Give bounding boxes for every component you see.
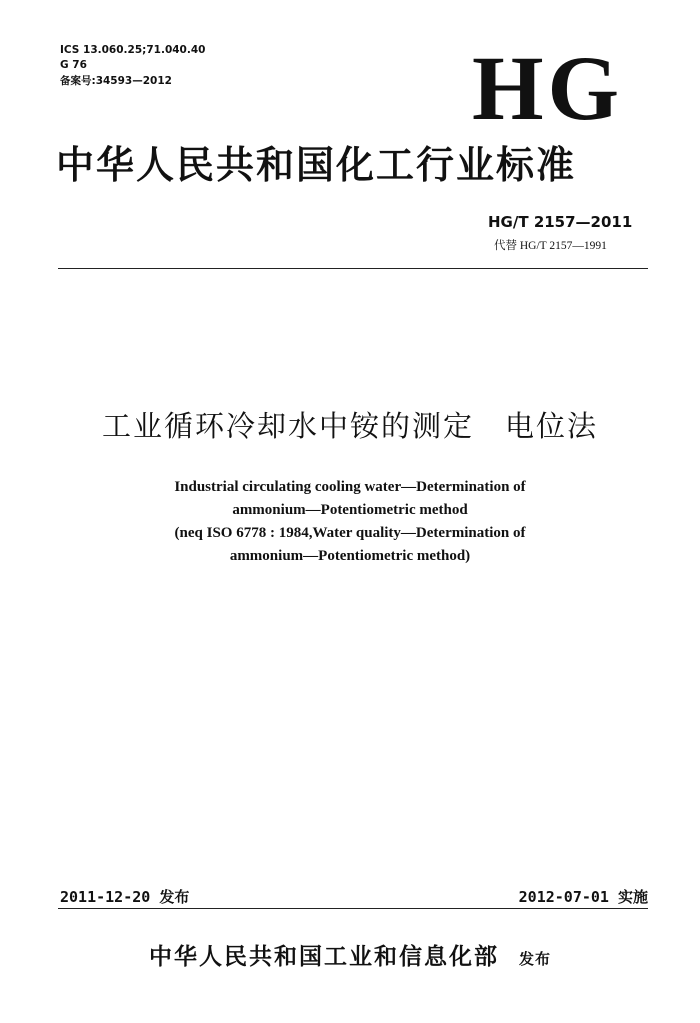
title-english-line-2: ammonium—Potentiometric method [232, 502, 468, 518]
issuer [0, 942, 700, 974]
standard-number-value: 2157—2011 [533, 213, 633, 231]
top-divider [58, 268, 648, 269]
bottom-divider [58, 908, 648, 909]
replaces-standard: 代替 HG/T 2157—1991 [494, 240, 607, 252]
title-english-line-1: Industrial circulating cooling water—Determination of [174, 479, 526, 495]
issuer-name: 中华人民共和国工业和信息化部 [148, 944, 499, 970]
issue-date: 2011-12-20 发布 [60, 888, 190, 906]
standard-number [488, 212, 632, 232]
title-chinese: 工业循环冷却水中铵的测定 电位法 [101, 409, 598, 443]
standard-number-prefix: HG/T [488, 213, 534, 231]
title-english-line-3: (neq ISO 6778 : 1984,Water quality—Determination of [174, 525, 526, 541]
ccs-code: G 76 [60, 59, 87, 71]
hg-logo: HG [472, 37, 624, 139]
title-english-line-4: ammonium—Potentiometric method) [229, 548, 471, 564]
issuer-action: 发布 [519, 950, 552, 968]
record-number: 备案号:34593—2012 [60, 75, 172, 87]
title-english [100, 476, 600, 568]
ics-code: ICS 13.060.25;71.040.40 [60, 44, 206, 56]
implement-date: 2012-07-01 实施 [518, 888, 648, 906]
org-title: 中华人民共和国化工行业标准 [56, 143, 577, 187]
